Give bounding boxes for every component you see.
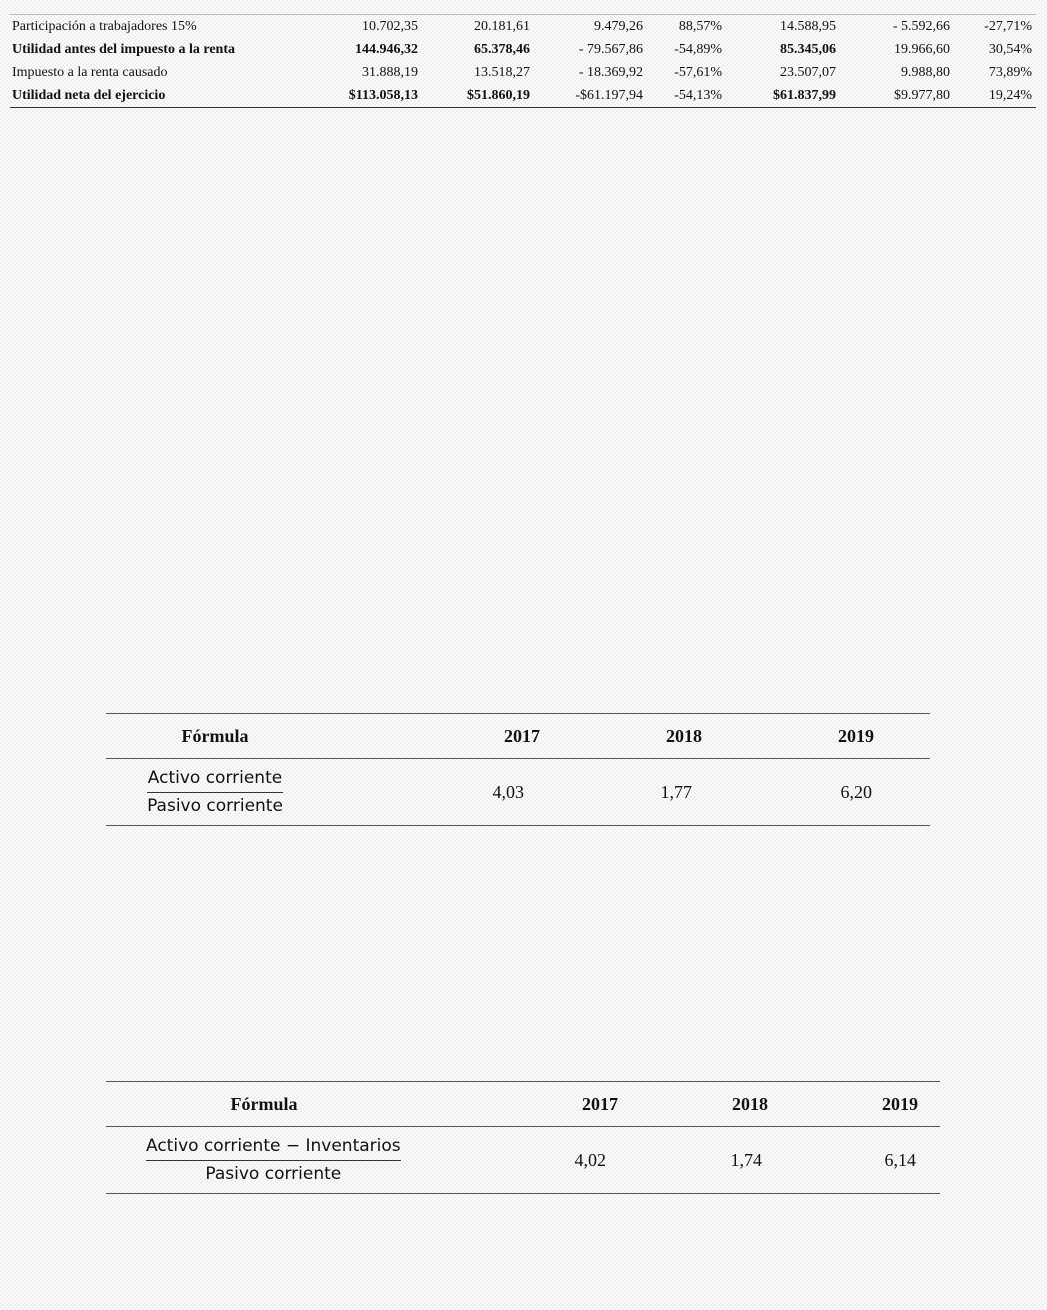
value-cell: 9.479,26: [530, 15, 643, 39]
row-label: Utilidad neta del ejercicio: [10, 84, 300, 108]
value-cell: $113.058,13: [300, 84, 418, 108]
value-cell: 19,24%: [950, 84, 1036, 108]
table-row: [10, 61, 1036, 84]
value-cell: 10.702,35: [300, 15, 418, 39]
value-cell: - 18.369,92: [578, 65, 643, 80]
income-statement-body: [10, 15, 1036, 108]
value-cell: 14.588,95: [722, 15, 836, 39]
value-2017: 4,03: [324, 759, 548, 826]
value-cell: -54,13%: [643, 84, 722, 108]
value-cell: 73,89%: [988, 65, 1032, 80]
value-cell: 30,54%: [988, 42, 1032, 57]
table-row: [10, 38, 1036, 61]
value-cell: 31.888,19: [362, 65, 418, 80]
formula-fraction: [147, 765, 283, 820]
header-year-2019: 2019: [768, 1082, 940, 1127]
value-cell: -54,89%: [674, 42, 722, 57]
value-2018: 1,74: [620, 1127, 768, 1194]
value-cell: -27,71%: [950, 15, 1036, 39]
header-row: [106, 714, 930, 759]
formula-fraction: [146, 1133, 401, 1188]
header-year-2019: 2019: [702, 714, 930, 759]
header-formula: Fórmula: [106, 714, 324, 759]
value-2019: 6,20: [702, 759, 930, 826]
formula-numerator: Activo corriente: [147, 767, 283, 788]
table-row: [10, 84, 1036, 108]
value-cell: 65.378,46: [474, 42, 530, 57]
current-ratio-table: [106, 713, 930, 826]
row-label: Participación a trabajadores 15%: [10, 15, 300, 39]
table-row: [10, 15, 1036, 39]
value-cell: $51.860,19: [418, 84, 530, 108]
quick-ratio-table: [106, 1081, 940, 1194]
value-cell: 20.181,61: [418, 15, 530, 39]
header-year-2018: 2018: [620, 1082, 768, 1127]
row-label: Utilidad antes del impuesto a la renta: [12, 42, 235, 57]
table-row: [106, 1127, 940, 1194]
header-formula: Fórmula: [106, 1082, 452, 1127]
value-cell: 144.946,32: [355, 42, 418, 57]
value-cell: $9.977,80: [836, 84, 950, 108]
formula-cell: [106, 759, 324, 826]
table-row: [106, 759, 930, 826]
value-cell: 88,57%: [643, 15, 722, 39]
formula-denominator: Pasivo corriente: [205, 1163, 342, 1184]
value-cell: 85.345,06: [780, 42, 836, 57]
formula-denominator: Pasivo corriente: [147, 795, 283, 816]
header-row: [106, 1082, 940, 1127]
value-cell: 13.518,27: [474, 65, 530, 80]
formula-cell: [106, 1127, 452, 1194]
header-year-2017: 2017: [452, 1082, 620, 1127]
value-cell: 23.507,07: [780, 65, 836, 80]
value-cell: - 5.592,66: [836, 15, 950, 39]
value-2019: 6,14: [768, 1127, 940, 1194]
value-cell: 9.988,80: [901, 65, 950, 80]
header-year-2018: 2018: [548, 714, 702, 759]
formula-numerator: Activo corriente − Inventarios: [146, 1135, 401, 1156]
header-year-2017: 2017: [324, 714, 548, 759]
value-cell: $61.837,99: [722, 84, 836, 108]
income-statement-table: [10, 14, 1036, 108]
value-cell: - 79.567,86: [578, 42, 643, 57]
value-2018: 1,77: [548, 759, 702, 826]
value-cell: 19.966,60: [894, 42, 950, 57]
value-2017: 4,02: [452, 1127, 620, 1194]
value-cell: -57,61%: [674, 65, 722, 80]
value-cell: -$61.197,94: [530, 84, 643, 108]
row-label: Impuesto a la renta causado: [12, 65, 168, 80]
